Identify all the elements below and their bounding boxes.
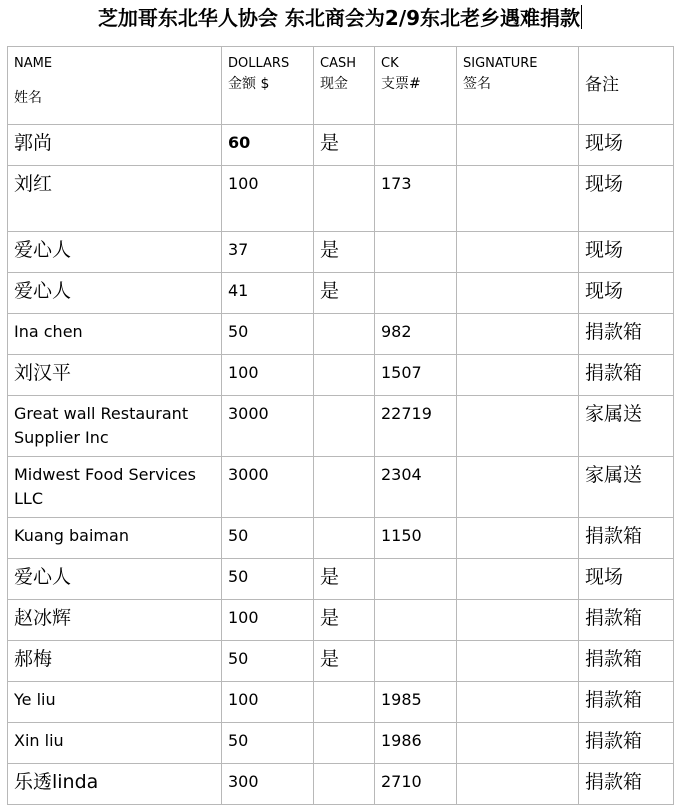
cell-ck[interactable]: [375, 559, 457, 600]
cell-ck[interactable]: 22719: [375, 396, 457, 457]
cell-dollars[interactable]: 100: [222, 682, 314, 723]
cell-remark[interactable]: 捐款箱: [579, 518, 674, 559]
cell-cash[interactable]: 是: [314, 232, 375, 273]
cell-signature[interactable]: [457, 314, 579, 355]
cell-dollars[interactable]: 300: [222, 764, 314, 805]
cell-signature[interactable]: [457, 641, 579, 682]
cell-name[interactable]: 赵冰辉: [8, 600, 222, 641]
cell-remark[interactable]: 捐款箱: [579, 764, 674, 805]
cell-name[interactable]: Xin liu: [8, 723, 222, 764]
header-signature[interactable]: [457, 47, 579, 125]
header-dollars-zh: 金额 $: [228, 76, 270, 92]
header-remark-label: 备注: [585, 75, 619, 95]
cell-name[interactable]: Great wall Restaurant Supplier Inc: [8, 396, 222, 457]
cell-remark[interactable]: 捐款箱: [579, 355, 674, 396]
cell-name[interactable]: 爱心人: [8, 273, 222, 314]
cell-ck[interactable]: 173: [375, 166, 457, 232]
cell-cash[interactable]: [314, 723, 375, 764]
cell-cash[interactable]: 是: [314, 559, 375, 600]
header-cash[interactable]: [314, 47, 375, 125]
cell-signature[interactable]: [457, 457, 579, 518]
table-row: [8, 355, 674, 396]
cell-name[interactable]: 爱心人: [8, 232, 222, 273]
cell-cash[interactable]: 是: [314, 641, 375, 682]
table-row: [8, 125, 674, 166]
cell-ck[interactable]: 1150: [375, 518, 457, 559]
cell-cash[interactable]: [314, 396, 375, 457]
donation-table: [7, 46, 674, 805]
cell-remark[interactable]: 现场: [579, 232, 674, 273]
cell-ck[interactable]: [375, 125, 457, 166]
cell-cash[interactable]: [314, 682, 375, 723]
cell-ck[interactable]: [375, 273, 457, 314]
cell-name[interactable]: Ina chen: [8, 314, 222, 355]
header-dollars-en: DOLLARS: [228, 56, 290, 71]
cell-cash[interactable]: [314, 314, 375, 355]
table-row: [8, 723, 674, 764]
cell-name[interactable]: Ye liu: [8, 682, 222, 723]
cell-ck[interactable]: 1986: [375, 723, 457, 764]
table-header-row: [8, 47, 674, 125]
table-row: [8, 682, 674, 723]
cell-remark[interactable]: 捐款箱: [579, 600, 674, 641]
cell-dollars[interactable]: 3000: [222, 396, 314, 457]
cell-ck[interactable]: [375, 600, 457, 641]
cell-cash[interactable]: [314, 518, 375, 559]
cell-remark[interactable]: 家属送: [579, 457, 674, 518]
table-row: [8, 273, 674, 314]
cell-ck[interactable]: 2710: [375, 764, 457, 805]
cell-name[interactable]: 刘红: [8, 166, 222, 232]
cell-ck[interactable]: 982: [375, 314, 457, 355]
header-ck-en: CK: [381, 56, 399, 71]
cell-signature[interactable]: [457, 559, 579, 600]
table-row: [8, 314, 674, 355]
document-title[interactable]: [0, 4, 680, 32]
text-cursor: [581, 5, 582, 29]
cell-dollars[interactable]: 100: [222, 166, 314, 232]
cell-signature[interactable]: [457, 396, 579, 457]
cell-ck[interactable]: [375, 232, 457, 273]
header-signature-en: SIGNATURE: [463, 56, 538, 71]
cell-name[interactable]: Midwest Food Services LLC: [8, 457, 222, 518]
header-name-zh: 姓名: [14, 90, 42, 106]
cell-signature[interactable]: [457, 232, 579, 273]
header-cash-zh: 现金: [320, 76, 348, 92]
header-signature-zh: 签名: [463, 76, 491, 92]
cell-signature[interactable]: [457, 518, 579, 559]
cell-remark[interactable]: 家属送: [579, 396, 674, 457]
cell-cash[interactable]: 是: [314, 600, 375, 641]
cell-name[interactable]: 郝梅: [8, 641, 222, 682]
cell-dollars[interactable]: 100: [222, 355, 314, 396]
table-row: [8, 518, 674, 559]
cell-remark[interactable]: 现场: [579, 273, 674, 314]
header-ck-zh: 支票#: [381, 76, 421, 92]
cell-remark[interactable]: 现场: [579, 559, 674, 600]
cell-name[interactable]: 郭尚: [8, 125, 222, 166]
cell-dollars[interactable]: 37: [222, 232, 314, 273]
cell-dollars[interactable]: 3000: [222, 457, 314, 518]
header-dollars[interactable]: [222, 47, 314, 125]
header-name[interactable]: [8, 47, 222, 125]
table-row: [8, 396, 674, 457]
table-row: [8, 600, 674, 641]
header-name-en: NAME: [14, 56, 53, 71]
cell-name[interactable]: 爱心人: [8, 559, 222, 600]
cell-remark[interactable]: 捐款箱: [579, 682, 674, 723]
table-row: [8, 641, 674, 682]
table-row: [8, 559, 674, 600]
cell-cash[interactable]: [314, 166, 375, 232]
cell-signature[interactable]: [457, 723, 579, 764]
document-title-text: 芝加哥东北华人协会 东北商会为2/9东北老乡遇难捐款: [97, 6, 581, 30]
cell-remark[interactable]: 现场: [579, 125, 674, 166]
cell-cash[interactable]: [314, 457, 375, 518]
cell-signature[interactable]: [457, 764, 579, 805]
cell-remark[interactable]: 捐款箱: [579, 723, 674, 764]
table-row: [8, 457, 674, 518]
cell-remark[interactable]: 捐款箱: [579, 641, 674, 682]
cell-name[interactable]: 刘汉平: [8, 355, 222, 396]
cell-signature[interactable]: [457, 125, 579, 166]
cell-cash[interactable]: [314, 355, 375, 396]
cell-signature[interactable]: [457, 166, 579, 232]
cell-remark[interactable]: 现场: [579, 166, 674, 232]
cell-cash[interactable]: 是: [314, 125, 375, 166]
cell-signature[interactable]: [457, 682, 579, 723]
cell-dollars[interactable]: 100: [222, 600, 314, 641]
cell-dollars[interactable]: 50: [222, 559, 314, 600]
cell-dollars[interactable]: 50: [222, 518, 314, 559]
cell-name[interactable]: Kuang baiman: [8, 518, 222, 559]
cell-ck[interactable]: 1985: [375, 682, 457, 723]
cell-ck[interactable]: 1507: [375, 355, 457, 396]
table-row: [8, 764, 674, 805]
header-cash-en: CASH: [320, 56, 356, 71]
cell-cash[interactable]: 是: [314, 273, 375, 314]
table-row: [8, 232, 674, 273]
cell-dollars[interactable]: 50: [222, 723, 314, 764]
cell-signature[interactable]: [457, 273, 579, 314]
cell-signature[interactable]: [457, 355, 579, 396]
cell-cash[interactable]: [314, 764, 375, 805]
cell-ck[interactable]: 2304: [375, 457, 457, 518]
cell-dollars[interactable]: 41: [222, 273, 314, 314]
cell-signature[interactable]: [457, 600, 579, 641]
table-row: [8, 166, 674, 232]
cell-remark[interactable]: 捐款箱: [579, 314, 674, 355]
cell-ck[interactable]: [375, 641, 457, 682]
header-remark[interactable]: [579, 47, 674, 125]
cell-dollars[interactable]: 50: [222, 641, 314, 682]
cell-dollars[interactable]: 50: [222, 314, 314, 355]
cell-name[interactable]: 乐透linda: [8, 764, 222, 805]
header-ck[interactable]: [375, 47, 457, 125]
cell-dollars[interactable]: 60: [222, 125, 314, 166]
